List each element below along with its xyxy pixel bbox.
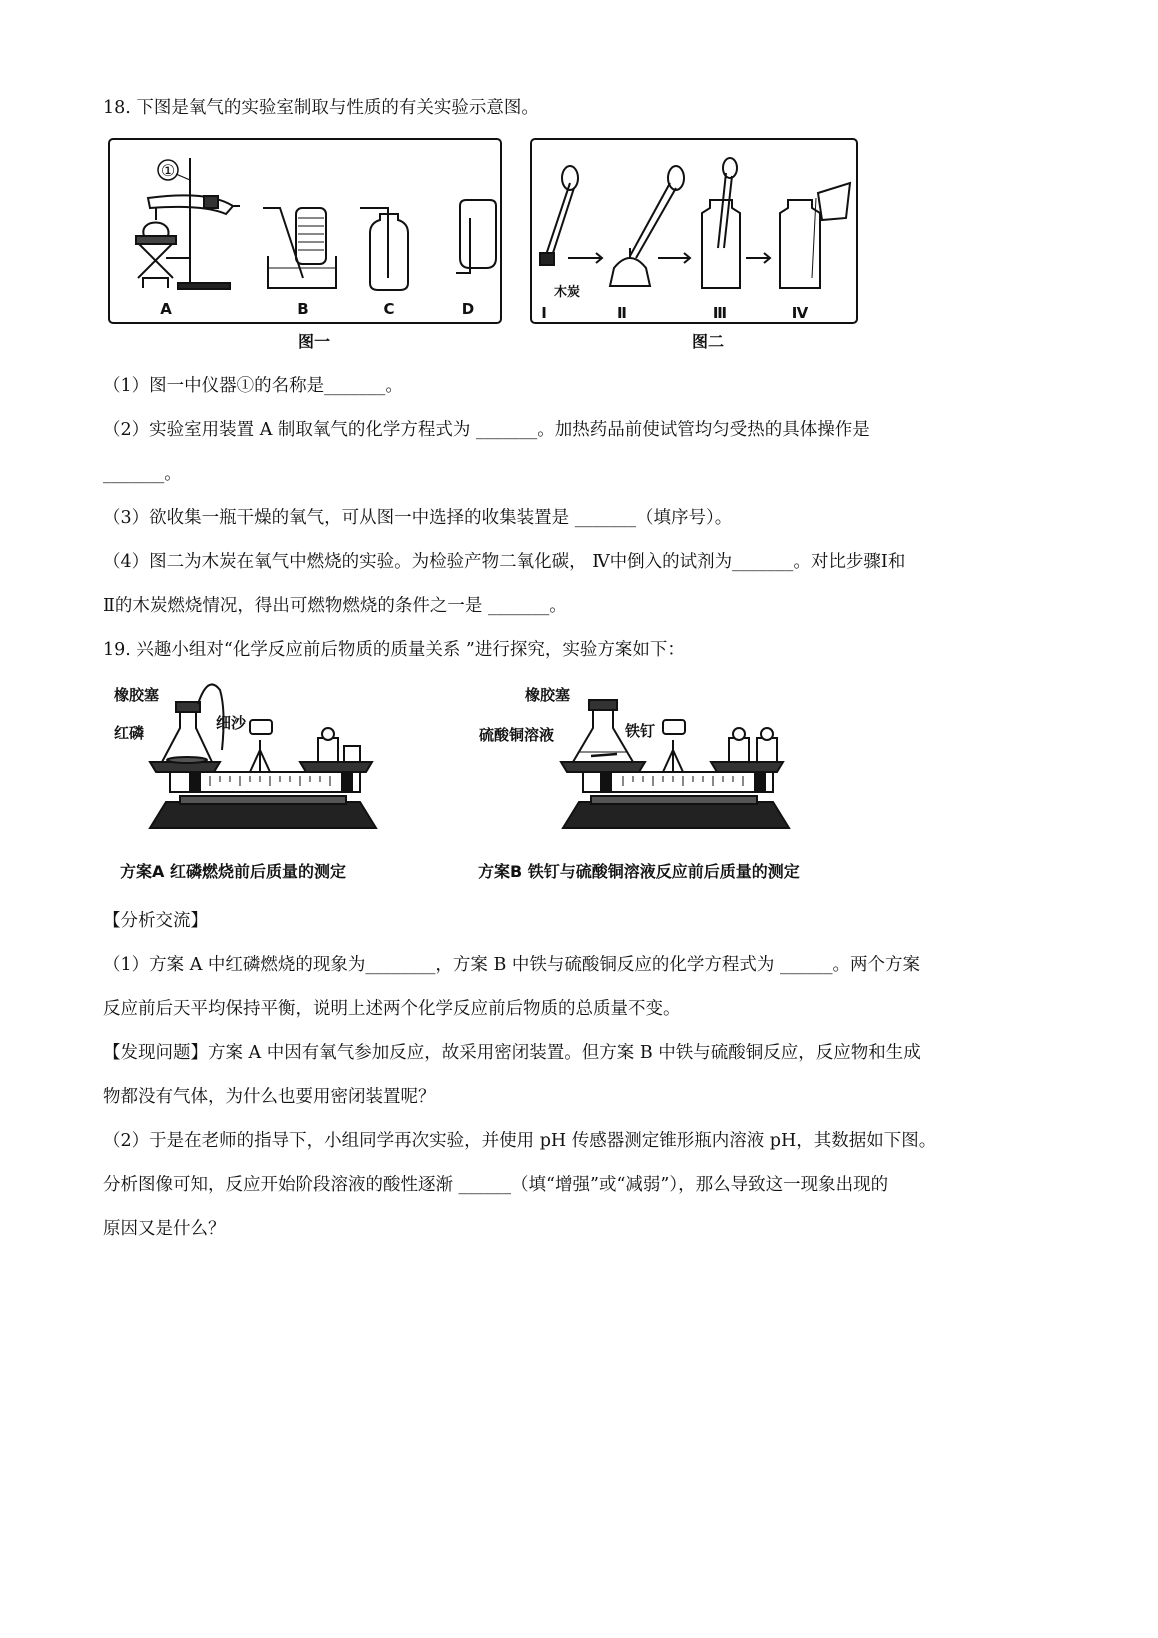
q18-part4-line1: （4）图二为木炭在氧气中燃烧的实验。为检验产物二氧化碳， Ⅳ中倒入的试剂为_______。对比步骤Ⅰ和 <box>103 552 906 572</box>
problem-line2: 物都没有气体，为什么也要用密闭装置呢？ <box>103 1087 436 1107</box>
analysis-heading: 【分析交流】 <box>103 911 208 931</box>
label-b: B <box>297 300 309 318</box>
charcoal-label: 木炭 <box>554 285 581 300</box>
figure-2-caption: 图二 <box>692 332 725 351</box>
label-ii: Ⅱ <box>617 304 627 322</box>
label-iii: Ⅲ <box>712 304 728 322</box>
label-iv: Ⅳ <box>791 304 809 322</box>
scheme-a-phosphorus-label: 红磷 <box>114 724 145 742</box>
label-i: Ⅰ <box>541 304 547 322</box>
scheme-b-stopper-label: 橡胶塞 <box>525 686 571 704</box>
figure-1 <box>108 138 502 324</box>
q18-part3: （3）欲收集一瓶干燥的氧气，可从图一中选择的收集装置是 _______（填序号）。 <box>103 508 733 528</box>
scheme-a-sand-label: 细沙 <box>216 714 247 732</box>
label-c: C <box>383 300 395 318</box>
q18-part2-line1: （2）实验室用装置 A 制取氧气的化学方程式为 _______。加热药品前使试管均匀受热的具体操作是 <box>103 420 870 440</box>
apparatus-d <box>456 200 496 273</box>
q18-title: 18. 下图是氧气的实验室制取与性质的有关实验示意图。 <box>103 98 539 118</box>
q19-part1-line1: （1）方案 A 中红磷燃烧的现象为________，方案 B 中铁与硫酸铜反应的化学方程式为 ______。两个方案 <box>103 955 920 975</box>
scheme-a-caption: 方案A 红磷燃烧前后质量的测定 <box>120 862 346 881</box>
figure-2 <box>530 138 858 324</box>
q19-part2-line2: 分析图像可知，反应开始阶段溶液的酸性逐渐 ______（填“增强”或“减弱”），那么导致这一现象出现的 <box>103 1175 889 1195</box>
figure-1-caption: 图一 <box>298 332 331 351</box>
scheme-a-stopper-label: 橡胶塞 <box>114 686 160 704</box>
apparatus-a <box>136 158 240 289</box>
apparatus-b <box>263 208 336 288</box>
scheme-b-nail-label: 铁钉 <box>625 722 656 740</box>
q19-part1-line2: 反应前后天平均保持平衡，说明上述两个化学反应前后物质的总质量不变。 <box>103 999 681 1019</box>
scheme-a-figure <box>110 680 410 858</box>
label-a: A <box>160 300 172 318</box>
scheme-b-figure <box>475 680 795 858</box>
q19-part2-line3: 原因又是什么？ <box>103 1219 226 1239</box>
problem-line1: 【发现问题】方案 A 中因有氧气参加反应，故采用密闭装置。但方案 B 中铁与硫酸铜反应，反应物和生成 <box>103 1043 921 1063</box>
q18-part4-line2: Ⅱ的木炭燃烧情况，得出可燃物燃烧的条件之一是 _______。 <box>103 596 567 616</box>
instrument-marker: ① <box>160 161 176 180</box>
scheme-b-solution-label: 硫酸铜溶液 <box>479 726 555 744</box>
q18-part1: （1）图一中仪器①的名称是_______。 <box>103 376 403 396</box>
q18-part2-line2: _______。 <box>103 464 182 484</box>
scheme-b-caption: 方案B 铁钉与硫酸铜溶液反应前后质量的测定 <box>478 862 800 881</box>
q19-part2-line1: （2）于是在老师的指导下，小组同学再次实验，并使用 pH 传感器测定锥形瓶内溶液 pH，其数据如下图。 <box>103 1131 937 1151</box>
apparatus-c <box>360 208 408 290</box>
q19-title: 19. 兴趣小组对“化学反应前后物质的质量关系 ”进行探究，实验方案如下： <box>103 640 685 660</box>
label-d: D <box>461 300 475 318</box>
